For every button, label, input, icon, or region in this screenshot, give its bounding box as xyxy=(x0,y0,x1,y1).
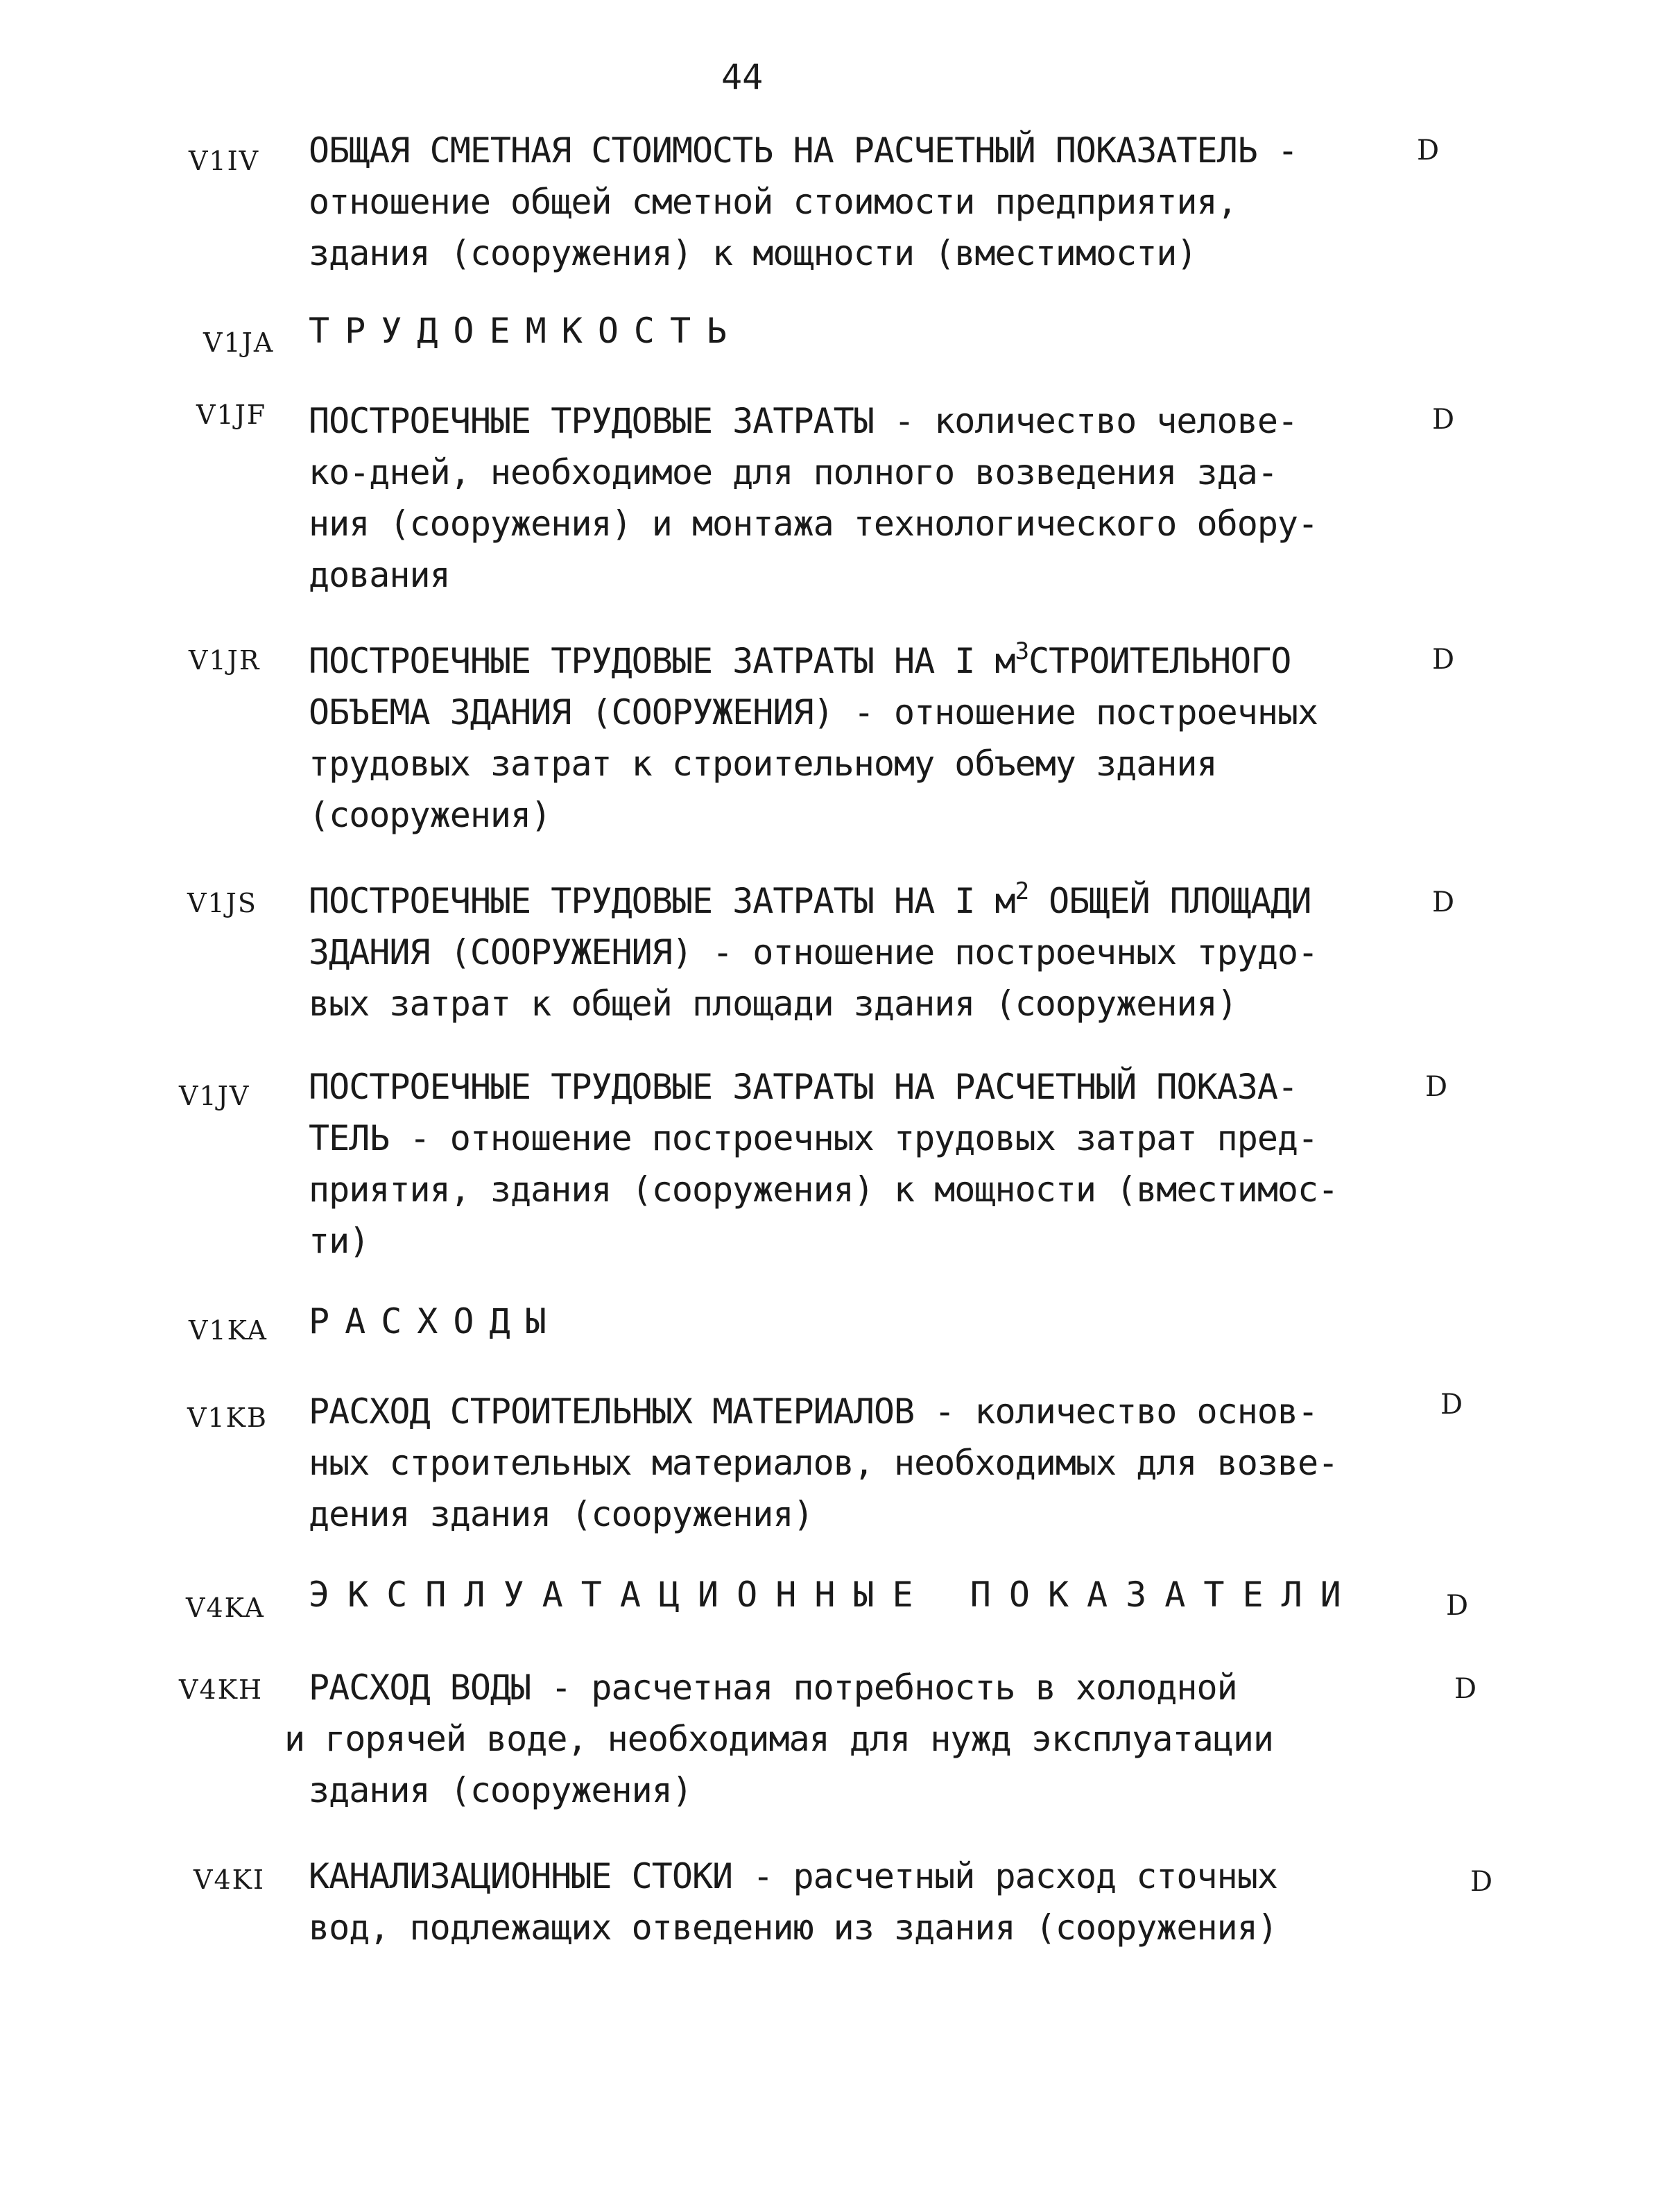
text-line: ния (сооружения) и монтажа технологического обору- xyxy=(309,504,1318,544)
entry-code: V1KA xyxy=(189,1315,268,1346)
text-line: ПОСТРОЕЧНЫЕ ТРУДОВЫЕ ЗАТРАТЫ НА РАСЧЕТНЫЙ ПОКАЗА- xyxy=(309,1067,1298,1107)
text-fragment: СТРОИТЕЛЬНОГО xyxy=(1028,641,1291,681)
field-flag: D xyxy=(1446,1590,1469,1622)
text-line: трудовых затрат к строительному объему здания xyxy=(309,744,1217,784)
text-line: отношение общей сметной стоимости предприятия, xyxy=(309,182,1237,222)
field-flag: D xyxy=(1432,644,1455,676)
entry-code: V1KB xyxy=(187,1403,268,1433)
field-flag: D xyxy=(1432,886,1455,918)
entry-code: V1JF xyxy=(196,400,267,430)
text-line: вод, подлежащих отведению из здания (сооружения) xyxy=(309,1907,1277,1948)
text-line: ТЕЛЬ - отношение построечных трудовых затрат пред- xyxy=(309,1118,1318,1158)
field-flag: D xyxy=(1417,135,1440,166)
field-flag: D xyxy=(1432,404,1455,436)
entry-text xyxy=(284,1662,1298,1816)
text-line: ти) xyxy=(309,1221,370,1261)
text-line: дения здания (сооружения) xyxy=(309,1494,813,1534)
text-fragment: ОБЩЕЙ ПЛОЩАДИ xyxy=(1028,881,1311,921)
entry-text xyxy=(309,395,1318,601)
text-line: ОБЪЕМА ЗДАНИЯ (СООРУЖЕНИЯ) - отношение построечных xyxy=(309,692,1318,732)
text-line: РАСХОД ВОДЫ - расчетная потребность в холодной xyxy=(309,1667,1237,1708)
field-flag: D xyxy=(1454,1673,1477,1705)
text-fragment: ПОСТРОЕЧНЫЕ ТРУДОВЫЕ ЗАТРАТЫ НА I м xyxy=(309,881,1015,921)
text-line: ных строительных материалов, необходимых для возве- xyxy=(309,1443,1338,1483)
superscript: 2 xyxy=(1015,877,1029,905)
text-line: КАНАЛИЗАЦИОННЫЕ СТОКИ - расчетный расход сточных xyxy=(309,1856,1277,1896)
entry-code: V1JR xyxy=(189,645,261,676)
text-line: здания (сооружения) к мощности (вместимости) xyxy=(309,233,1197,273)
text-line: дования xyxy=(309,555,450,595)
field-flag: D xyxy=(1470,1866,1493,1898)
entry-code: V1IV xyxy=(189,146,260,176)
field-flag: D xyxy=(1425,1071,1448,1103)
text-line: ЗДАНИЯ (СООРУЖЕНИЯ) - отношение построечных трудо- xyxy=(309,932,1318,972)
entry-code: V4KI xyxy=(193,1864,266,1895)
entry-text xyxy=(309,875,1318,1029)
page-number: 44 xyxy=(721,57,764,97)
text-line: вых затрат к общей площади здания (сооружения) xyxy=(309,984,1237,1024)
section-heading: ЭКСПЛУАТАЦИОННЫЕ ПОКАЗАТЕЛИ xyxy=(309,1575,1359,1615)
entry-code: V1JS xyxy=(187,888,257,918)
entry-text xyxy=(309,635,1318,841)
entry-code: V4KA xyxy=(186,1593,265,1623)
entry-text xyxy=(309,1386,1338,1540)
entry-code: V4KH xyxy=(179,1674,264,1705)
section-heading: ТРУДОЕМКОСТЬ xyxy=(309,311,743,351)
text-line: и горячей воде, необходимая для нужд эксплуатации xyxy=(284,1719,1274,1759)
text-line: приятия, здания (сооружения) к мощности (вместимос- xyxy=(309,1169,1338,1210)
text-line: здания (сооружения) xyxy=(309,1770,692,1810)
text-line xyxy=(309,875,1318,927)
section-heading: РАСХОДЫ xyxy=(309,1301,562,1341)
text-line: ко-дней, необходимое для полного возведения зда- xyxy=(309,452,1277,492)
field-flag: D xyxy=(1440,1389,1463,1421)
text-line: (сооружения) xyxy=(309,795,551,835)
superscript: 3 xyxy=(1015,637,1029,665)
entry-text xyxy=(309,1851,1277,1953)
text-line xyxy=(309,635,1318,687)
entry-code: V1JA xyxy=(203,327,275,358)
text-line: ОБЩАЯ СМЕТНАЯ СТОИМОСТЬ НА РАСЧЕТНЫЙ ПОКАЗАТЕЛЬ - xyxy=(309,130,1298,171)
entry-text xyxy=(309,1061,1338,1267)
entry-text xyxy=(309,125,1298,279)
text-line: РАСХОД СТРОИТЕЛЬНЫХ МАТЕРИАЛОВ - количество основ- xyxy=(309,1391,1318,1432)
text-line: ПОСТРОЕЧНЫЕ ТРУДОВЫЕ ЗАТРАТЫ - количество челове- xyxy=(309,401,1298,441)
entry-code: V1JV xyxy=(179,1081,250,1111)
text-fragment: ПОСТРОЕЧНЫЕ ТРУДОВЫЕ ЗАТРАТЫ НА I м xyxy=(309,641,1015,681)
